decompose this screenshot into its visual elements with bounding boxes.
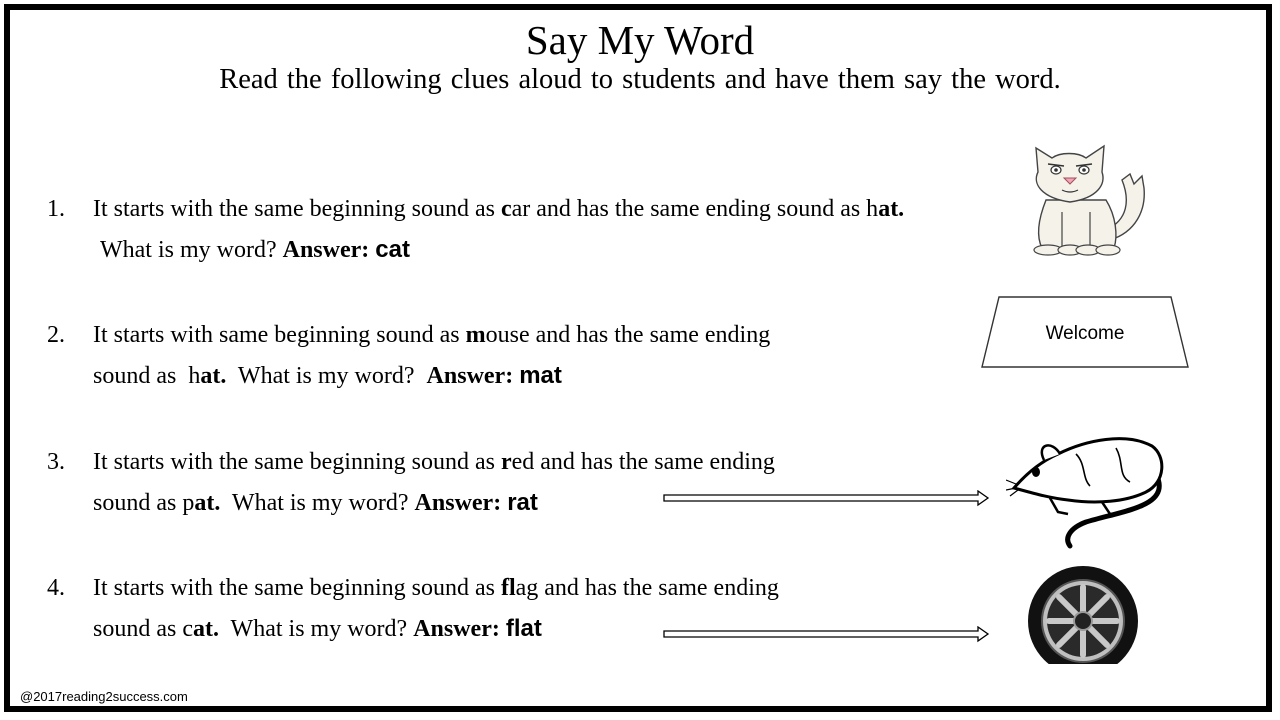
answer-word: flat bbox=[505, 615, 542, 642]
question-text: What is my word? bbox=[218, 616, 414, 642]
arrow-icon bbox=[662, 626, 992, 644]
arrow-icon bbox=[662, 490, 992, 508]
beginning-sound: c bbox=[500, 196, 512, 222]
copyright-footer: @2017reading2success.com bbox=[20, 689, 188, 704]
tire-icon bbox=[1026, 566, 1140, 666]
item-4-line-1 bbox=[93, 573, 779, 603]
ending-sound: at. bbox=[200, 363, 227, 389]
ending-sound: at. bbox=[192, 616, 219, 642]
answer-word: mat bbox=[519, 362, 562, 389]
item-1-number: 1. bbox=[47, 196, 65, 222]
clue-text: It starts with the same beginning sound as bbox=[93, 196, 501, 222]
welcome-mat-text: Welcome bbox=[1045, 323, 1125, 344]
answer-label: Answer: bbox=[426, 363, 520, 389]
beginning-sound: r bbox=[500, 449, 512, 475]
answer-word: rat bbox=[507, 489, 538, 516]
answer-label: Answer: bbox=[414, 490, 508, 516]
beginning-sound: m bbox=[465, 322, 486, 348]
answer-label: Answer: bbox=[413, 616, 506, 642]
clue-text: sound as h bbox=[93, 363, 201, 389]
ending-sound: at. bbox=[878, 196, 905, 222]
item-3-line-1 bbox=[93, 447, 775, 477]
answer-word: cat bbox=[375, 236, 410, 263]
rat-icon bbox=[1006, 426, 1176, 550]
item-3-line-2 bbox=[93, 488, 538, 518]
answer-label: Answer: bbox=[282, 237, 376, 263]
beginning-sound: fl bbox=[500, 575, 516, 601]
cat-icon bbox=[1018, 140, 1150, 258]
clue-text: ed and has the same ending bbox=[511, 449, 775, 475]
slide-title: Say My Word bbox=[525, 17, 755, 63]
clue-text: sound as c bbox=[93, 616, 193, 642]
item-2-line-1 bbox=[93, 320, 770, 350]
item-1-line-2 bbox=[100, 235, 410, 265]
item-4-number: 4. bbox=[47, 575, 65, 601]
ending-sound: at. bbox=[194, 490, 221, 516]
question-text: What is my word? bbox=[100, 237, 283, 263]
clue-text: ouse and has the same ending bbox=[485, 322, 771, 348]
item-4-line-2 bbox=[93, 614, 542, 644]
clue-text: ag and has the same ending bbox=[515, 575, 779, 601]
item-3-number: 3. bbox=[47, 449, 65, 475]
clue-text: It starts with same beginning sound as bbox=[93, 322, 466, 348]
question-text: What is my word? bbox=[220, 490, 415, 516]
slide-subtitle: Read the following clues aloud to students and have them say the word. bbox=[219, 64, 1061, 95]
clue-text: ar and has the same ending sound as h bbox=[511, 196, 879, 222]
question-text: What is my word? bbox=[226, 363, 427, 389]
clue-text: sound as p bbox=[93, 490, 195, 516]
clue-text: It starts with the same beginning sound as bbox=[93, 575, 501, 601]
item-2-line-2 bbox=[93, 361, 562, 391]
clue-text: It starts with the same beginning sound as bbox=[93, 449, 501, 475]
item-1-line-1 bbox=[93, 194, 904, 224]
item-2-number: 2. bbox=[47, 322, 65, 348]
